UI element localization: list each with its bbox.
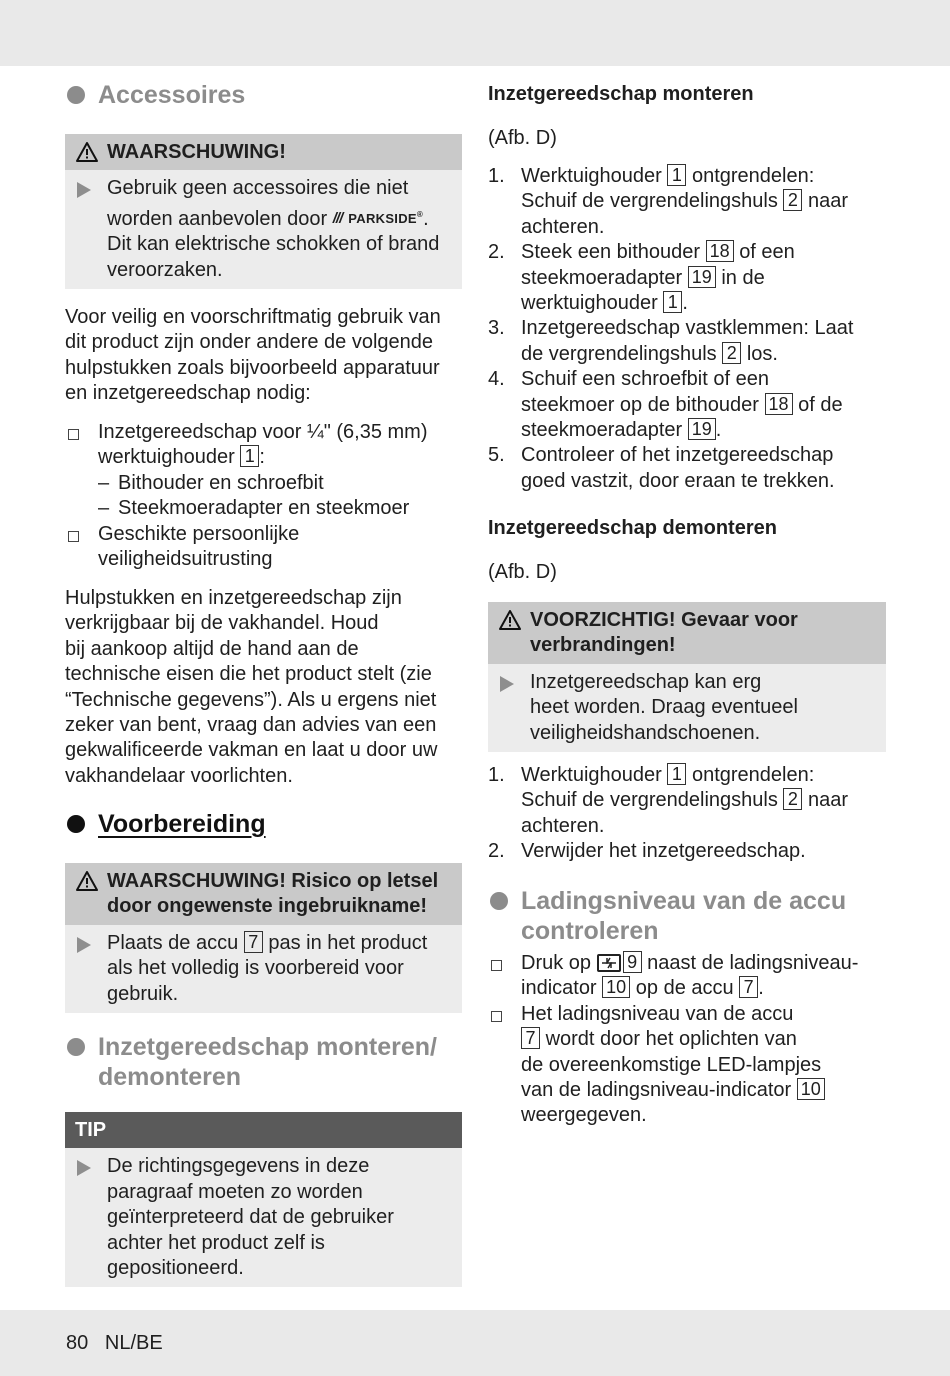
warning-header: WAARSCHUWING! [65, 134, 462, 170]
section-bullet-icon [67, 1038, 85, 1056]
part-number: 10 [602, 976, 630, 998]
accessoires-heading: Accessoires [65, 80, 462, 110]
part-number: 19 [688, 418, 716, 440]
tip-header: TIP [65, 1112, 462, 1148]
checkbox-bullet-icon [491, 1011, 502, 1022]
language-code: NL/BE [104, 1332, 163, 1354]
list-item: Geschikte persoonlijke veiligheidsuitrusting [65, 522, 462, 573]
voorbereiding-heading: Voorbereiding [65, 809, 462, 839]
voorbereiding-warning-box [65, 863, 462, 1013]
accessoires-list [65, 420, 462, 572]
list-item: 4. Schuif een schroefbit of een steekmoer op de bithouder 18 of de steekmoeradapter 19 . [488, 368, 843, 442]
lading-list [488, 951, 886, 1129]
sub-list-item: – Steekmoeradapter en steekmoer [98, 497, 410, 520]
part-number: 1 [240, 445, 259, 467]
monteren-steps [488, 164, 886, 494]
accessoires-warning-box [65, 134, 462, 289]
caution-body: Inzetgereedschap kan erg heet worden. Draag eventueel veiligheidshandschoenen. [488, 664, 886, 752]
part-number: 7 [739, 976, 758, 998]
list-item: 5. Controleer of het inzetgereedschap goed vastzit, door eraan te trekken. [488, 444, 835, 492]
parkside-logo: /// PARKSIDE® [332, 209, 424, 227]
part-number: 1 [667, 164, 686, 186]
list-item: Druk op 9 naast de ladingsniveau- indicator 10 op de accu 7 . [488, 951, 886, 1002]
checkbox-bullet-icon [68, 531, 79, 542]
list-item: 2. Steek een bithouder 18 of een steekmoeradapter 19 in de werktuighouder 1 . [488, 241, 795, 315]
warning-triangle-icon [75, 870, 99, 892]
section-bullet-icon [67, 86, 85, 104]
part-number: 19 [688, 266, 716, 288]
warning-triangle-icon [75, 141, 99, 163]
caution-header: VOORZICHTIG! Gevaar voor verbrandingen! [488, 602, 886, 664]
figure-reference: (Afb. D) [488, 127, 557, 149]
warning-body: Plaats de accu 7 pas in het product als het volledig is voorbereid voor gebruik. [65, 925, 462, 1013]
list-item: 3. Inzetgereedschap vastklemmen: Laat de vergrendelingshuls 2 los. [488, 317, 854, 365]
arrow-bullet-icon [77, 182, 91, 198]
sub-list-item: – Bithouder en schroefbit [98, 471, 324, 494]
list-item: Inzetgereedschap voor ¼" (6,35 mm) werktuighouder 1 : – Bithouder en schroefbit – Steekmoeradapter en steekmoer [65, 420, 462, 522]
page-footer [0, 1310, 950, 1376]
list-item: Het ladingsniveau van de accu 7 wordt door het oplichten van de overeenkomstige LED-lampjes van de ladingsniveau-indicator 10 weergegeven. [488, 1002, 886, 1129]
part-number: 9 [623, 951, 642, 973]
page-number: 80 [66, 1332, 89, 1354]
demonteren-steps [488, 763, 886, 865]
warning-triangle-icon [498, 609, 522, 631]
tip-box [65, 1112, 462, 1287]
arrow-bullet-icon [500, 676, 514, 692]
part-number: 2 [722, 342, 741, 364]
warning-header: WAARSCHUWING! Risico op letsel door ongewenste ingebruikname! [65, 863, 462, 925]
part-number: 18 [706, 240, 734, 262]
part-number: 18 [765, 393, 793, 415]
list-item: 2. Verwijder het inzetgereedschap. [488, 840, 806, 863]
monteren-heading: Inzetgereedschap monteren [488, 83, 754, 105]
caution-box [488, 602, 886, 752]
part-number: 7 [244, 931, 263, 953]
lading-heading: Ladingsniveau van de accu controleren [488, 886, 886, 946]
charge-button-icon [597, 954, 621, 972]
list-item: 1. Werktuighouder 1 ontgrendelen: Schuif de vergrendelingshuls 2 naar achteren. [488, 165, 848, 238]
checkbox-bullet-icon [491, 960, 502, 971]
top-band [0, 0, 950, 66]
arrow-bullet-icon [77, 1160, 91, 1176]
tip-body: De richtingsgegevens in deze paragraaf moeten zo worden geïnterpreteerd dat de gebruiker achter het product zelf is gepositioneerd. [65, 1148, 462, 1287]
accessoires-paragraph: Hulpstukken en inzetgereedschap zijn verkrijgbaar bij de vakhandel. Houd bij aankoop altijd de hand aan de technische eisen die het product stelt (zie “Technische gegevens”). Als u ergens niet zeker van bent, vraag dan advies van een gekwalificeerde vakman en laat u door uw vakhandelaar voorlichten. [65, 587, 438, 787]
list-item: 1. Werktuighouder 1 ontgrendelen: Schuif de vergrendelingshuls 2 naar achteren. [488, 764, 848, 837]
part-number: 10 [797, 1078, 825, 1100]
part-number: 2 [783, 189, 802, 211]
demonteren-heading: Inzetgereedschap demonteren [488, 517, 777, 539]
accessoires-intro: Voor veilig en voorschriftmatig gebruik van dit product zijn onder andere de volgende hulpstukken zoals bijvoorbeeld apparatuur en inzetgereedschap nodig: [65, 306, 441, 405]
part-number: 1 [663, 291, 682, 313]
part-number: 7 [521, 1027, 540, 1049]
part-number: 2 [783, 788, 802, 810]
section-bullet-icon [490, 892, 508, 910]
inzet-heading: Inzetgereedschap monteren/ demonteren [65, 1032, 462, 1092]
figure-reference: (Afb. D) [488, 561, 557, 583]
part-number: 1 [667, 763, 686, 785]
section-bullet-icon [67, 815, 85, 833]
warning-body: Gebruik geen accessoires die niet worden aanbevolen door /// PARKSIDE®. Dit kan elektrische schokken of brand veroorzaken. [65, 170, 462, 289]
checkbox-bullet-icon [68, 429, 79, 440]
sub-list [98, 471, 462, 522]
arrow-bullet-icon [77, 937, 91, 953]
